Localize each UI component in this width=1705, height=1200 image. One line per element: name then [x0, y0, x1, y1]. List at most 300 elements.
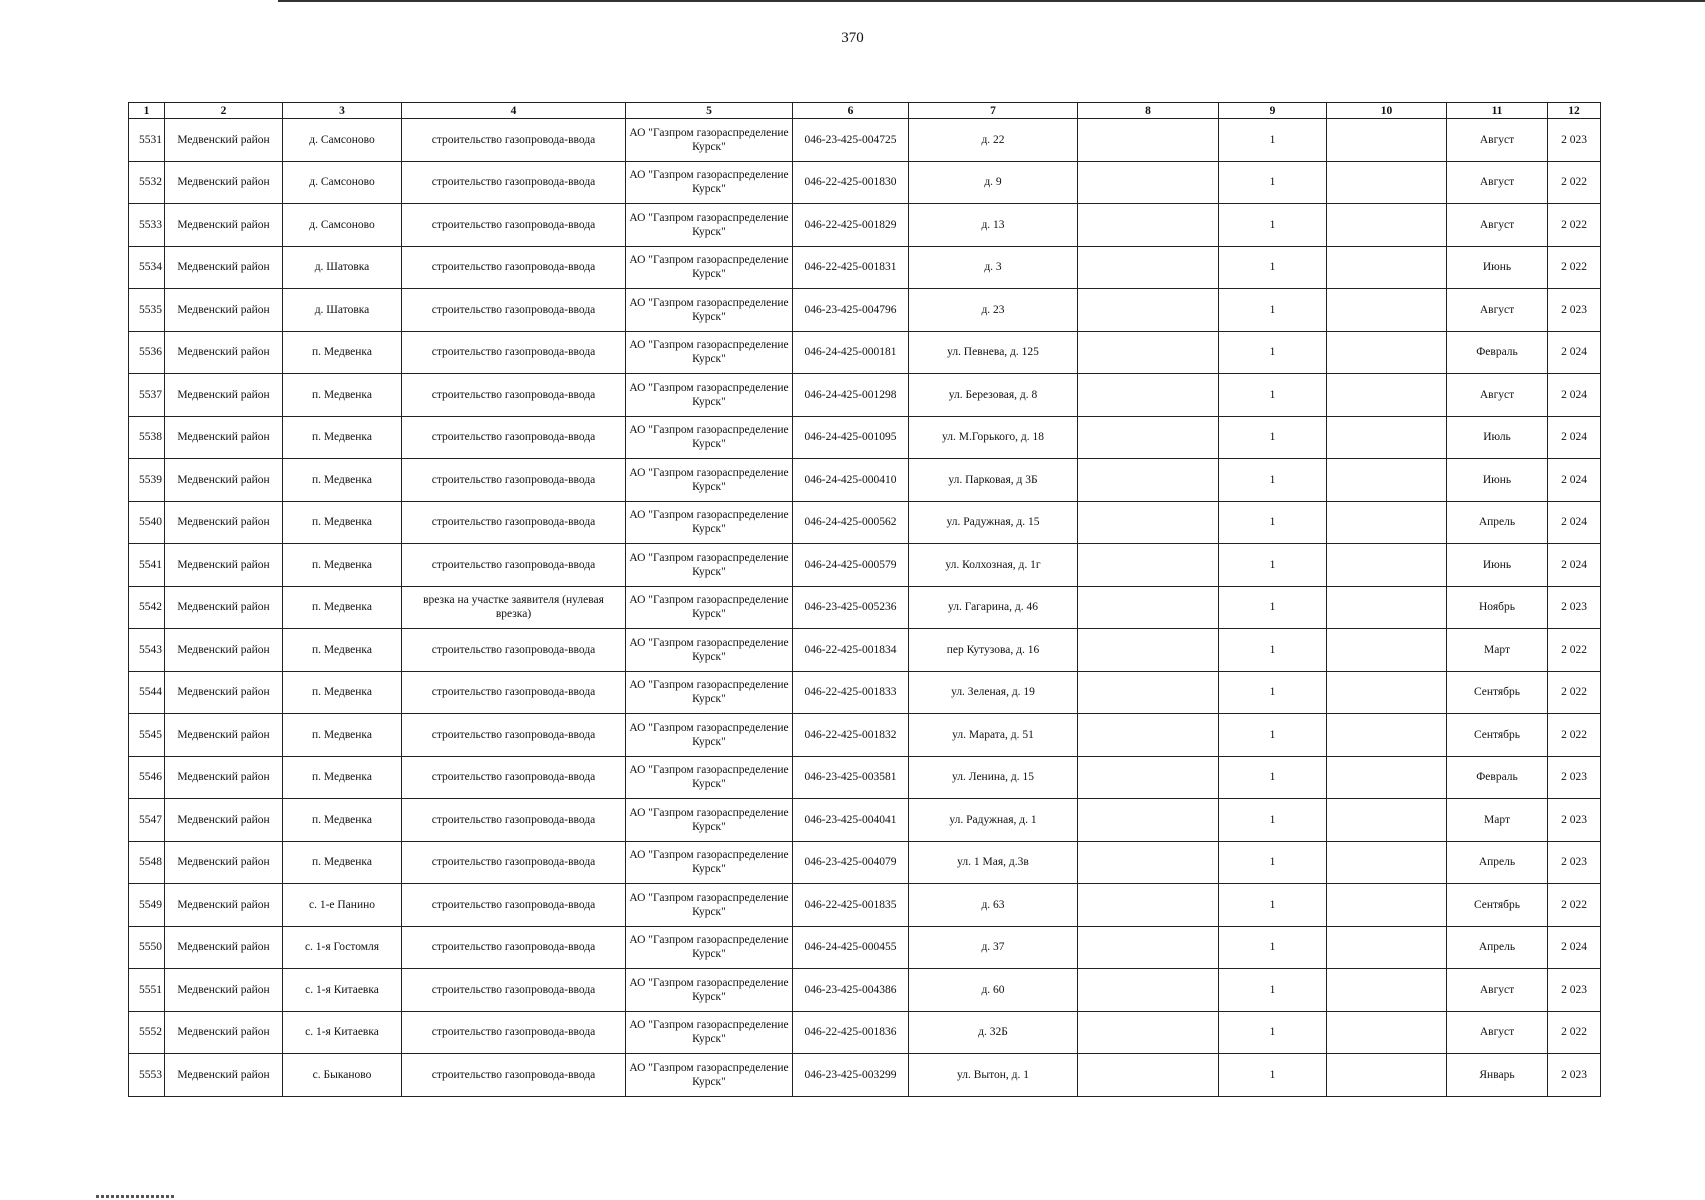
month-cell: Апрель — [1447, 926, 1548, 969]
address-cell: д. 3 — [909, 246, 1078, 289]
work-type-cell: строительство газопровода-ввода — [402, 926, 626, 969]
column-10-cell — [1327, 756, 1447, 799]
column-8-cell — [1078, 331, 1219, 374]
month-cell: Январь — [1447, 1054, 1548, 1097]
page-number: 370 — [841, 30, 864, 46]
organization-cell: АО "Газпром газораспределение Курск" — [626, 884, 793, 927]
table-row — [129, 969, 1601, 1012]
work-type-cell: строительство газопровода-ввода — [402, 501, 626, 544]
work-type-cell: строительство газопровода-ввода — [402, 671, 626, 714]
column-10-cell — [1327, 246, 1447, 289]
table-row — [129, 926, 1601, 969]
column-10-cell — [1327, 884, 1447, 927]
object-code-cell: 046-22-425-001829 — [793, 204, 909, 247]
year-cell: 2 022 — [1548, 884, 1601, 927]
month-cell: Март — [1447, 629, 1548, 672]
column-10-cell — [1327, 416, 1447, 459]
work-type-cell: строительство газопровода-ввода — [402, 1054, 626, 1097]
settlement-cell: п. Медвенка — [283, 331, 402, 374]
quantity-cell: 1 — [1219, 374, 1327, 417]
settlement-cell: п. Медвенка — [283, 671, 402, 714]
column-10-cell — [1327, 544, 1447, 587]
table-row — [129, 629, 1601, 672]
address-cell: ул. М.Горького, д. 18 — [909, 416, 1078, 459]
year-cell: 2 023 — [1548, 756, 1601, 799]
row-number: 5542 — [129, 586, 165, 629]
address-cell: ул. Колхозная, д. 1г — [909, 544, 1078, 587]
column-header: 1 — [129, 103, 165, 119]
year-cell: 2 024 — [1548, 544, 1601, 587]
address-cell: д. 32Б — [909, 1011, 1078, 1054]
table-row — [129, 161, 1601, 204]
month-cell: Июнь — [1447, 544, 1548, 587]
district-cell: Медвенский район — [165, 204, 283, 247]
column-8-cell — [1078, 289, 1219, 332]
quantity-cell: 1 — [1219, 459, 1327, 502]
row-number: 5551 — [129, 969, 165, 1012]
row-number: 5550 — [129, 926, 165, 969]
settlement-cell: с. 1-я Гостомля — [283, 926, 402, 969]
object-code-cell: 046-22-425-001830 — [793, 161, 909, 204]
column-10-cell — [1327, 374, 1447, 417]
column-10-cell — [1327, 204, 1447, 247]
month-cell: Февраль — [1447, 331, 1548, 374]
year-cell: 2 022 — [1548, 1011, 1601, 1054]
column-8-cell — [1078, 926, 1219, 969]
settlement-cell: п. Медвенка — [283, 416, 402, 459]
work-type-cell: строительство газопровода-ввода — [402, 119, 626, 162]
table-row — [129, 204, 1601, 247]
row-number: 5533 — [129, 204, 165, 247]
work-type-cell: строительство газопровода-ввода — [402, 629, 626, 672]
settlement-cell: д. Шатовка — [283, 246, 402, 289]
address-cell: пер Кутузова, д. 16 — [909, 629, 1078, 672]
column-header: 8 — [1078, 103, 1219, 119]
month-cell: Сентябрь — [1447, 884, 1548, 927]
year-cell: 2 024 — [1548, 374, 1601, 417]
organization-cell: АО "Газпром газораспределение Курск" — [626, 756, 793, 799]
month-cell: Август — [1447, 119, 1548, 162]
quantity-cell: 1 — [1219, 119, 1327, 162]
row-number: 5548 — [129, 841, 165, 884]
table-row — [129, 1054, 1601, 1097]
organization-cell: АО "Газпром газораспределение Курск" — [626, 671, 793, 714]
organization-cell: АО "Газпром газораспределение Курск" — [626, 459, 793, 502]
district-cell: Медвенский район — [165, 501, 283, 544]
scan-artifact-mark — [96, 1195, 176, 1198]
work-type-cell: строительство газопровода-ввода — [402, 799, 626, 842]
district-cell: Медвенский район — [165, 1011, 283, 1054]
table-row — [129, 671, 1601, 714]
work-type-cell: строительство газопровода-ввода — [402, 969, 626, 1012]
organization-cell: АО "Газпром газораспределение Курск" — [626, 926, 793, 969]
column-header: 12 — [1548, 103, 1601, 119]
row-number: 5538 — [129, 416, 165, 459]
settlement-cell: п. Медвенка — [283, 756, 402, 799]
column-10-cell — [1327, 1011, 1447, 1054]
organization-cell: АО "Газпром газораспределение Курск" — [626, 1011, 793, 1054]
month-cell: Август — [1447, 1011, 1548, 1054]
year-cell: 2 023 — [1548, 841, 1601, 884]
column-8-cell — [1078, 1054, 1219, 1097]
year-cell: 2 023 — [1548, 586, 1601, 629]
month-cell: Апрель — [1447, 501, 1548, 544]
object-code-cell: 046-24-425-001298 — [793, 374, 909, 417]
work-type-cell: строительство газопровода-ввода — [402, 459, 626, 502]
table-row — [129, 374, 1601, 417]
quantity-cell: 1 — [1219, 756, 1327, 799]
quantity-cell: 1 — [1219, 1054, 1327, 1097]
table-row — [129, 841, 1601, 884]
column-10-cell — [1327, 331, 1447, 374]
object-code-cell: 046-23-425-004041 — [793, 799, 909, 842]
column-header: 7 — [909, 103, 1078, 119]
column-8-cell — [1078, 501, 1219, 544]
object-code-cell: 046-23-425-003581 — [793, 756, 909, 799]
district-cell: Медвенский район — [165, 331, 283, 374]
quantity-cell: 1 — [1219, 246, 1327, 289]
quantity-cell: 1 — [1219, 969, 1327, 1012]
column-8-cell — [1078, 119, 1219, 162]
quantity-cell: 1 — [1219, 289, 1327, 332]
column-10-cell — [1327, 671, 1447, 714]
work-type-cell: строительство газопровода-ввода — [402, 204, 626, 247]
district-cell: Медвенский район — [165, 1054, 283, 1097]
year-cell: 2 023 — [1548, 1054, 1601, 1097]
object-code-cell: 046-23-425-004079 — [793, 841, 909, 884]
table-row — [129, 501, 1601, 544]
quantity-cell: 1 — [1219, 416, 1327, 459]
table-row — [129, 544, 1601, 587]
work-type-cell: строительство газопровода-ввода — [402, 714, 626, 757]
column-8-cell — [1078, 1011, 1219, 1054]
address-cell: ул. Зеленая, д. 19 — [909, 671, 1078, 714]
organization-cell: АО "Газпром газораспределение Курск" — [626, 501, 793, 544]
work-type-cell: строительство газопровода-ввода — [402, 1011, 626, 1054]
column-8-cell — [1078, 416, 1219, 459]
row-number: 5540 — [129, 501, 165, 544]
address-cell: ул. Радужная, д. 15 — [909, 501, 1078, 544]
table-row — [129, 119, 1601, 162]
work-type-cell: врезка на участке заявителя (нулевая врезка) — [402, 586, 626, 629]
row-number: 5532 — [129, 161, 165, 204]
address-cell: ул. Вытон, д. 1 — [909, 1054, 1078, 1097]
district-cell: Медвенский район — [165, 671, 283, 714]
year-cell: 2 024 — [1548, 926, 1601, 969]
settlement-cell: п. Медвенка — [283, 544, 402, 587]
column-8-cell — [1078, 161, 1219, 204]
quantity-cell: 1 — [1219, 926, 1327, 969]
row-number: 5536 — [129, 331, 165, 374]
settlement-cell: д. Самсоново — [283, 119, 402, 162]
row-number: 5531 — [129, 119, 165, 162]
object-code-cell: 046-22-425-001833 — [793, 671, 909, 714]
address-cell: д. 22 — [909, 119, 1078, 162]
quantity-cell: 1 — [1219, 161, 1327, 204]
organization-cell: АО "Газпром газораспределение Курск" — [626, 204, 793, 247]
address-cell: ул. Радужная, д. 1 — [909, 799, 1078, 842]
year-cell: 2 022 — [1548, 204, 1601, 247]
table-row — [129, 459, 1601, 502]
district-cell: Медвенский район — [165, 289, 283, 332]
object-code-cell: 046-24-425-000562 — [793, 501, 909, 544]
table-row — [129, 331, 1601, 374]
row-number: 5544 — [129, 671, 165, 714]
column-10-cell — [1327, 289, 1447, 332]
address-cell: д. 63 — [909, 884, 1078, 927]
month-cell: Август — [1447, 204, 1548, 247]
object-code-cell: 046-24-425-000410 — [793, 459, 909, 502]
address-cell: д. 23 — [909, 289, 1078, 332]
settlement-cell: п. Медвенка — [283, 629, 402, 672]
organization-cell: АО "Газпром газораспределение Курск" — [626, 161, 793, 204]
column-8-cell — [1078, 884, 1219, 927]
row-number: 5541 — [129, 544, 165, 587]
district-cell: Медвенский район — [165, 714, 283, 757]
settlement-cell: п. Медвенка — [283, 459, 402, 502]
column-8-cell — [1078, 799, 1219, 842]
table-row — [129, 289, 1601, 332]
column-8-cell — [1078, 841, 1219, 884]
column-8-cell — [1078, 544, 1219, 587]
column-8-cell — [1078, 246, 1219, 289]
column-header: 2 — [165, 103, 283, 119]
row-number: 5545 — [129, 714, 165, 757]
organization-cell: АО "Газпром газораспределение Курск" — [626, 289, 793, 332]
column-8-cell — [1078, 374, 1219, 417]
year-cell: 2 022 — [1548, 714, 1601, 757]
row-number: 5535 — [129, 289, 165, 332]
column-8-cell — [1078, 459, 1219, 502]
column-10-cell — [1327, 969, 1447, 1012]
settlement-cell: п. Медвенка — [283, 714, 402, 757]
district-cell: Медвенский район — [165, 586, 283, 629]
object-code-cell: 046-22-425-001832 — [793, 714, 909, 757]
column-10-cell — [1327, 629, 1447, 672]
month-cell: Апрель — [1447, 841, 1548, 884]
table-row — [129, 1011, 1601, 1054]
object-code-cell: 046-22-425-001831 — [793, 246, 909, 289]
address-cell: ул. 1 Мая, д.3в — [909, 841, 1078, 884]
table-row — [129, 756, 1601, 799]
row-number: 5552 — [129, 1011, 165, 1054]
address-cell: ул. Березовая, д. 8 — [909, 374, 1078, 417]
object-code-cell: 046-22-425-001835 — [793, 884, 909, 927]
row-number: 5537 — [129, 374, 165, 417]
month-cell: Февраль — [1447, 756, 1548, 799]
work-type-cell: строительство газопровода-ввода — [402, 161, 626, 204]
work-type-cell: строительство газопровода-ввода — [402, 416, 626, 459]
settlement-cell: д. Шатовка — [283, 289, 402, 332]
address-cell: ул. Ленина, д. 15 — [909, 756, 1078, 799]
column-8-cell — [1078, 671, 1219, 714]
register-table — [128, 102, 1601, 1097]
quantity-cell: 1 — [1219, 671, 1327, 714]
object-code-cell: 046-24-425-000455 — [793, 926, 909, 969]
organization-cell: АО "Газпром газораспределение Курск" — [626, 374, 793, 417]
address-cell: ул. Гагарина, д. 46 — [909, 586, 1078, 629]
year-cell: 2 022 — [1548, 629, 1601, 672]
row-number: 5553 — [129, 1054, 165, 1097]
district-cell: Медвенский район — [165, 161, 283, 204]
organization-cell: АО "Газпром газораспределение Курск" — [626, 246, 793, 289]
organization-cell: АО "Газпром газораспределение Курск" — [626, 586, 793, 629]
column-10-cell — [1327, 586, 1447, 629]
object-code-cell: 046-22-425-001834 — [793, 629, 909, 672]
year-cell: 2 022 — [1548, 671, 1601, 714]
month-cell: Август — [1447, 969, 1548, 1012]
column-10-cell — [1327, 161, 1447, 204]
address-cell: ул. Парковая, д 3Б — [909, 459, 1078, 502]
column-8-cell — [1078, 714, 1219, 757]
quantity-cell: 1 — [1219, 544, 1327, 587]
year-cell: 2 022 — [1548, 161, 1601, 204]
object-code-cell: 046-22-425-001836 — [793, 1011, 909, 1054]
object-code-cell: 046-23-425-003299 — [793, 1054, 909, 1097]
year-cell: 2 023 — [1548, 289, 1601, 332]
column-8-cell — [1078, 204, 1219, 247]
table-row — [129, 714, 1601, 757]
settlement-cell: п. Медвенка — [283, 501, 402, 544]
work-type-cell: строительство газопровода-ввода — [402, 246, 626, 289]
row-number: 5543 — [129, 629, 165, 672]
month-cell: Август — [1447, 161, 1548, 204]
object-code-cell: 046-23-425-004725 — [793, 119, 909, 162]
column-10-cell — [1327, 714, 1447, 757]
address-cell: ул. Марата, д. 51 — [909, 714, 1078, 757]
column-header: 10 — [1327, 103, 1447, 119]
row-number: 5547 — [129, 799, 165, 842]
month-cell: Ноябрь — [1447, 586, 1548, 629]
object-code-cell: 046-24-425-001095 — [793, 416, 909, 459]
district-cell: Медвенский район — [165, 756, 283, 799]
column-10-cell — [1327, 459, 1447, 502]
district-cell: Медвенский район — [165, 374, 283, 417]
year-cell: 2 023 — [1548, 799, 1601, 842]
district-cell: Медвенский район — [165, 416, 283, 459]
settlement-cell: п. Медвенка — [283, 799, 402, 842]
year-cell: 2 024 — [1548, 331, 1601, 374]
district-cell: Медвенский район — [165, 969, 283, 1012]
work-type-cell: строительство газопровода-ввода — [402, 884, 626, 927]
year-cell: 2 024 — [1548, 501, 1601, 544]
settlement-cell: д. Самсоново — [283, 204, 402, 247]
work-type-cell: строительство газопровода-ввода — [402, 331, 626, 374]
year-cell: 2 023 — [1548, 119, 1601, 162]
organization-cell: АО "Газпром газораспределение Курск" — [626, 1054, 793, 1097]
district-cell: Медвенский район — [165, 884, 283, 927]
table-row — [129, 246, 1601, 289]
object-code-cell: 046-24-425-000579 — [793, 544, 909, 587]
district-cell: Медвенский район — [165, 459, 283, 502]
column-10-cell — [1327, 501, 1447, 544]
column-8-cell — [1078, 629, 1219, 672]
table-row — [129, 799, 1601, 842]
column-10-cell — [1327, 799, 1447, 842]
column-header: 3 — [283, 103, 402, 119]
district-cell: Медвенский район — [165, 119, 283, 162]
address-cell: ул. Певнева, д. 125 — [909, 331, 1078, 374]
address-cell: д. 60 — [909, 969, 1078, 1012]
organization-cell: АО "Газпром газораспределение Курск" — [626, 629, 793, 672]
column-header: 5 — [626, 103, 793, 119]
table-row — [129, 586, 1601, 629]
settlement-cell: п. Медвенка — [283, 374, 402, 417]
quantity-cell: 1 — [1219, 331, 1327, 374]
month-cell: Сентябрь — [1447, 714, 1548, 757]
work-type-cell: строительство газопровода-ввода — [402, 841, 626, 884]
month-cell: Июль — [1447, 416, 1548, 459]
district-cell: Медвенский район — [165, 799, 283, 842]
column-8-cell — [1078, 969, 1219, 1012]
organization-cell: АО "Газпром газораспределение Курск" — [626, 416, 793, 459]
organization-cell: АО "Газпром газораспределение Курск" — [626, 799, 793, 842]
month-cell: Июнь — [1447, 459, 1548, 502]
work-type-cell: строительство газопровода-ввода — [402, 756, 626, 799]
column-10-cell — [1327, 926, 1447, 969]
district-cell: Медвенский район — [165, 841, 283, 884]
table-row — [129, 884, 1601, 927]
row-number: 5549 — [129, 884, 165, 927]
month-cell: Март — [1447, 799, 1548, 842]
object-code-cell: 046-23-425-004386 — [793, 969, 909, 1012]
address-cell: д. 37 — [909, 926, 1078, 969]
column-header: 9 — [1219, 103, 1327, 119]
column-header: 6 — [793, 103, 909, 119]
month-cell: Июнь — [1447, 246, 1548, 289]
column-header: 11 — [1447, 103, 1548, 119]
quantity-cell: 1 — [1219, 714, 1327, 757]
district-cell: Медвенский район — [165, 926, 283, 969]
column-8-cell — [1078, 756, 1219, 799]
quantity-cell: 1 — [1219, 884, 1327, 927]
month-cell: Сентябрь — [1447, 671, 1548, 714]
organization-cell: АО "Газпром газораспределение Курск" — [626, 714, 793, 757]
object-code-cell: 046-23-425-005236 — [793, 586, 909, 629]
column-10-cell — [1327, 119, 1447, 162]
organization-cell: АО "Газпром газораспределение Курск" — [626, 544, 793, 587]
year-cell: 2 024 — [1548, 459, 1601, 502]
column-10-cell — [1327, 841, 1447, 884]
quantity-cell: 1 — [1219, 799, 1327, 842]
quantity-cell: 1 — [1219, 629, 1327, 672]
quantity-cell: 1 — [1219, 841, 1327, 884]
district-cell: Медвенский район — [165, 544, 283, 587]
work-type-cell: строительство газопровода-ввода — [402, 544, 626, 587]
quantity-cell: 1 — [1219, 1011, 1327, 1054]
quantity-cell: 1 — [1219, 204, 1327, 247]
table-body — [129, 119, 1601, 1097]
address-cell: д. 13 — [909, 204, 1078, 247]
year-cell: 2 022 — [1548, 246, 1601, 289]
district-cell: Медвенский район — [165, 246, 283, 289]
address-cell: д. 9 — [909, 161, 1078, 204]
organization-cell: АО "Газпром газораспределение Курск" — [626, 841, 793, 884]
quantity-cell: 1 — [1219, 586, 1327, 629]
top-border-line — [278, 0, 1705, 2]
object-code-cell: 046-24-425-000181 — [793, 331, 909, 374]
row-number: 5534 — [129, 246, 165, 289]
settlement-cell: с. 1-я Китаевка — [283, 969, 402, 1012]
settlement-cell: п. Медвенка — [283, 841, 402, 884]
year-cell: 2 023 — [1548, 969, 1601, 1012]
column-header: 4 — [402, 103, 626, 119]
organization-cell: АО "Газпром газораспределение Курск" — [626, 119, 793, 162]
row-number: 5539 — [129, 459, 165, 502]
table-row — [129, 416, 1601, 459]
column-10-cell — [1327, 1054, 1447, 1097]
organization-cell: АО "Газпром газораспределение Курск" — [626, 969, 793, 1012]
